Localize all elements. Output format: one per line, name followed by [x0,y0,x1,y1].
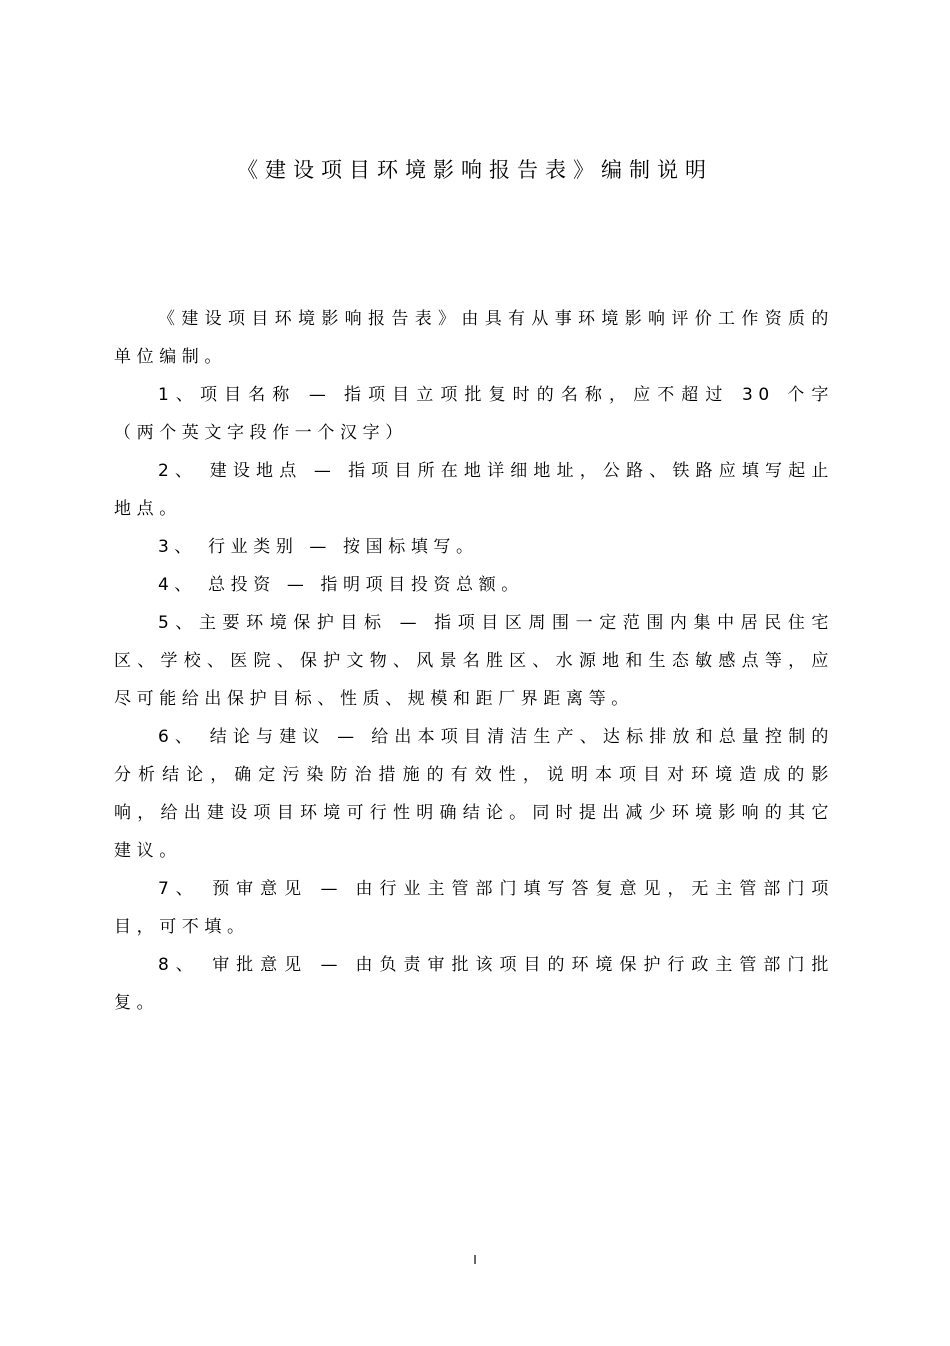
document-title: 《建设项目环境影响报告表》编制说明 [237,158,713,182]
item-project-name: 1、项目名称 — 指项目立项批复时的名称，应不超过 30 个字（两个英文字段作一个汉字） [114,385,834,443]
item-construction-site: 2、 建设地点 — 指项目所在地详细地址，公路、铁路应填写起止地点。 [114,461,834,519]
item-approval-opinion: 8、 审批意见 — 由负责审批该项目的环境保护行政主管部门批复。 [114,955,834,1013]
item-total-investment: 4、 总投资 — 指明项目投资总额。 [158,575,524,595]
item-conclusions: 6、 结论与建议 — 给出本项目清洁生产、达标排放和总量控制的分析结论，确定污染防治措施的有效性，说明本项目对环境造成的影响，给出建设项目环境可行性明确结论。同时提出减少环境影响的其它建议。 [114,727,834,861]
item-protection-targets: 5、主要环境保护目标 — 指项目区周围一定范围内集中居民住宅区、学校、医院、保护文物、风景名胜区、水源地和生态敏感点等，应尽可能给出保护目标、性质、规模和距厂界距离等。 [114,613,834,709]
page-number: I [473,1253,477,1267]
item-pre-review-opinion: 7、 预审意见 — 由行业主管部门填写答复意见，无主管部门项目，可不填。 [114,879,834,937]
item-industry-category: 3、 行业类别 — 按国标填写。 [158,537,479,557]
intro-paragraph: 《建设项目环境影响报告表》由具有从事环境影响评价工作资质的单位编制。 [114,309,834,367]
document-body [114,300,834,1022]
